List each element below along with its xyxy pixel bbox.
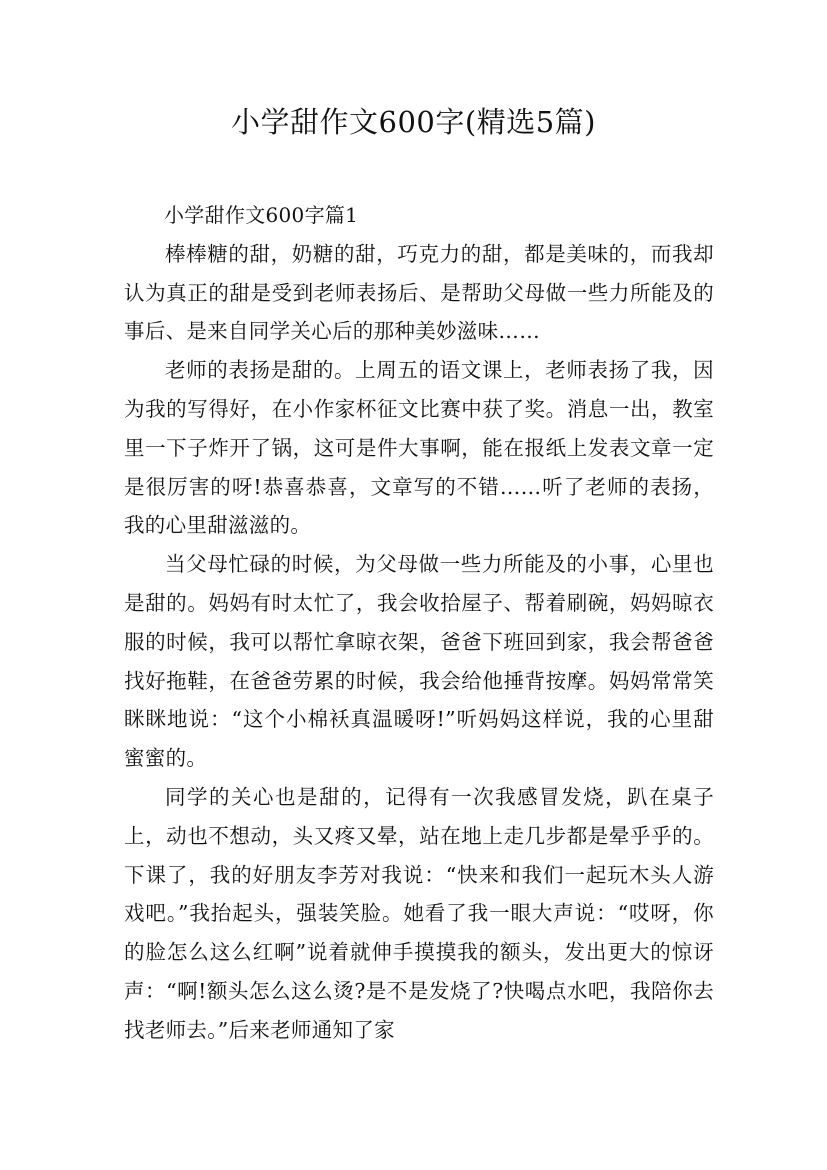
paragraph: 同学的关心也是甜的，记得有一次我感冒发烧，趴在桌子上，动也不想动，头又疼又晕，站在地上走几步都是晕乎乎的。下课了，我的好朋友李芳对我说：“快来和我们一起玩木头人游戏吧。”我抬起头，强装笑脸。她看了我一眼大声说：“哎呀，你的脸怎么这么红啊”说着就伸手摸摸我的额头，发出更大的惊讶声：“啊!额头怎么这么烫?是不是发烧了?快喝点水吧，我陪你去找老师去。”后来老师通知了家 bbox=[124, 784, 714, 1042]
paragraph: 老师的表扬是甜的。上周五的语文课上，老师表扬了我，因为我的写得好，在小作家杯征文比赛中获了奖。消息一出，教室里一下子炸开了锅，这可是件大事啊，能在报纸上发表文章一定是很厉害的呀!恭喜恭喜，文章写的不错……听了老师的表扬，我的心里甜滋滋的。 bbox=[124, 358, 714, 538]
section-heading: 小学甜作文600字篇1 bbox=[164, 203, 359, 227]
paragraph: 棒棒糖的甜，奶糖的甜，巧克力的甜，都是美味的，而我却认为真正的甜是受到老师表扬后、是帮助父母做一些力所能及的事后、是来自同学关心后的那种美妙滋味…… bbox=[124, 241, 714, 344]
document-body bbox=[124, 196, 714, 1050]
document-title: 小学甜作文600字(精选5篇) bbox=[231, 105, 596, 139]
paragraph: 当父母忙碌的时候，为父母做一些力所能及的小事，心里也是甜的。妈妈有时太忙了，我会收拾屋子、帮着刷碗，妈妈晾衣服的时候，我可以帮忙拿晾衣架，爸爸下班回到家，我会帮爸爸找好拖鞋，在爸爸劳累的时候，我会给他捶背按摩。妈妈常常笑眯眯地说：“这个小棉袄真温暖呀!”听妈妈这样说，我的心里甜蜜蜜的。 bbox=[124, 552, 714, 771]
